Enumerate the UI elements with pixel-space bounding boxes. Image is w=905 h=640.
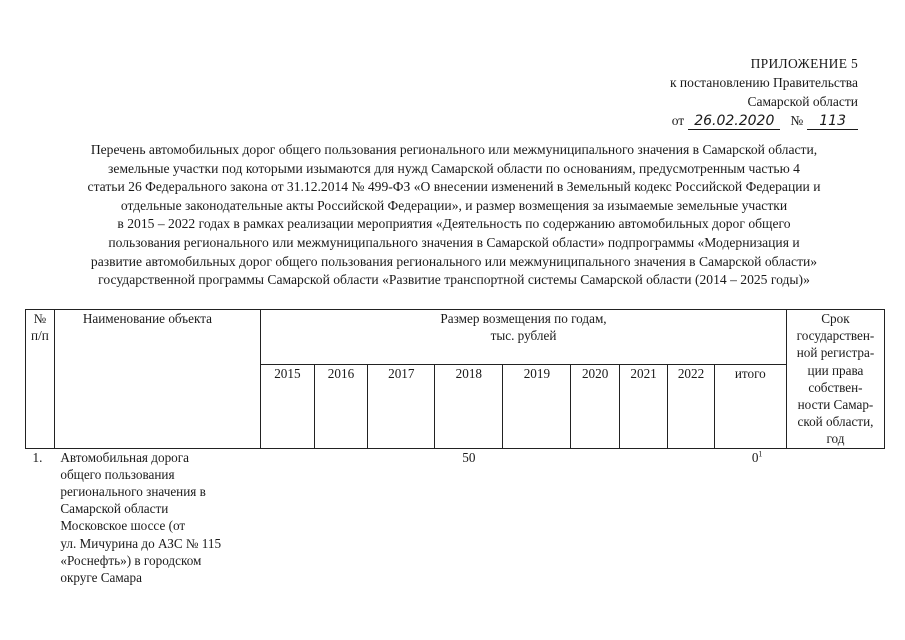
document-heading: [30, 141, 878, 290]
heading-line: в 2015 – 2022 годах в рамках реализации мероприятия «Деятельность по содержанию автомобильных дорог общего: [117, 216, 791, 232]
heading-line: государственной программы Самарской области «Развитие транспортной системы Самарской области (2014 – 2025 годы)»: [98, 272, 810, 288]
row-value-2022: [668, 448, 714, 586]
header-year: 2019: [503, 365, 571, 449]
appendix-title: ПРИЛОЖЕНИЕ 5: [750, 56, 858, 71]
header-term-line: Срок: [821, 311, 850, 326]
header-term-line: ной регистра-: [796, 345, 875, 361]
header-year: 2015: [261, 365, 315, 449]
heading-line: отдельные законодательные акты Российской Федерации», и размер возмещения за изымаемые земельные участки: [120, 197, 788, 213]
header-term-line: год: [826, 431, 845, 447]
row-name-line: Автомобильная дорога: [60, 449, 190, 465]
row-total: [714, 448, 786, 586]
header-term: [786, 310, 884, 449]
heading-line: Перечень автомобильных дорог общего пользования регионального или межмуниципального значения в Самарской области,: [90, 142, 818, 157]
table-header-row: [26, 310, 885, 365]
row-name-line: Московское шоссе (от: [60, 518, 186, 534]
header-amount: [261, 310, 787, 365]
header-term-line: ции права: [807, 362, 864, 378]
header-term-line: ской области,: [797, 414, 874, 430]
header-amount-line: Размер возмещения по годам,: [440, 311, 607, 326]
header-total: итого: [714, 365, 786, 449]
header-name: Наименование объекта: [54, 310, 260, 449]
row-name-line: Самарской области: [60, 501, 169, 517]
header-year: 2016: [314, 365, 368, 449]
date-prefix: от: [671, 113, 685, 128]
header-term-line: ности Самар-: [797, 397, 874, 413]
appendix-line-1: к постановлению Правительства: [669, 75, 858, 90]
header-term-line: собствен-: [808, 379, 863, 395]
row-name: [54, 448, 260, 586]
row-num: 1.: [32, 449, 43, 465]
appendix-line-2: Самарской области: [747, 94, 858, 109]
appendix-block: [598, 54, 858, 130]
row-value-2017: [368, 448, 435, 586]
row-term: [786, 448, 884, 586]
heading-line: пользования регионального или межмуниципального значения в Самарской области» подпрограммы «Модернизация и: [108, 234, 800, 250]
row-total-value: 0: [751, 449, 759, 465]
header-year: 2017: [368, 365, 435, 449]
table-row: [26, 448, 885, 586]
heading-line: земельные участки под которыми изымаются для нужд Самарской области по основаниям, предусмотренным частью 4: [108, 160, 800, 176]
heading-line: развитие автомобильных дорог общего пользования регионального или межмуниципального значения в Самарской области»: [90, 253, 818, 269]
row-value-2020: [571, 448, 619, 586]
row-value-2016: [314, 448, 368, 586]
row-name-line: ул. Мичурина до АЗС № 115: [60, 535, 222, 551]
number-prefix: №: [790, 113, 804, 128]
header-num-line: №: [33, 311, 47, 326]
handwritten-number: 113: [807, 114, 858, 130]
row-value-2018: 50: [462, 449, 476, 465]
header-year: 2018: [435, 365, 503, 449]
row-name-line: «Роснефть») в городском: [60, 552, 202, 568]
header-term-line: государствен-: [796, 328, 875, 344]
row-value-2019: [503, 448, 571, 586]
row-name-line: регионального значения в: [60, 484, 206, 500]
row-value-2021: [619, 448, 667, 586]
header-amount-line: тыс. рублей: [490, 328, 557, 344]
row-total-footnote: 1: [758, 449, 763, 459]
compensation-table: [25, 309, 885, 586]
header-year: 2020: [571, 365, 619, 449]
header-num-line: п/п: [31, 328, 49, 344]
row-name-line: округе Самара: [60, 570, 142, 586]
row-name-line: общего пользования: [60, 466, 175, 482]
heading-line: статьи 26 Федерального закона от 31.12.2014 № 499-ФЗ «О внесении изменений в Земельный кодекс Российской Федерации и: [87, 179, 821, 195]
handwritten-date: 26.02.2020: [688, 114, 780, 130]
header-year: 2022: [668, 365, 714, 449]
header-year: 2021: [619, 365, 667, 449]
appendix-date-number: [598, 111, 858, 130]
header-num: [26, 310, 55, 449]
row-value-2015: [261, 448, 315, 586]
